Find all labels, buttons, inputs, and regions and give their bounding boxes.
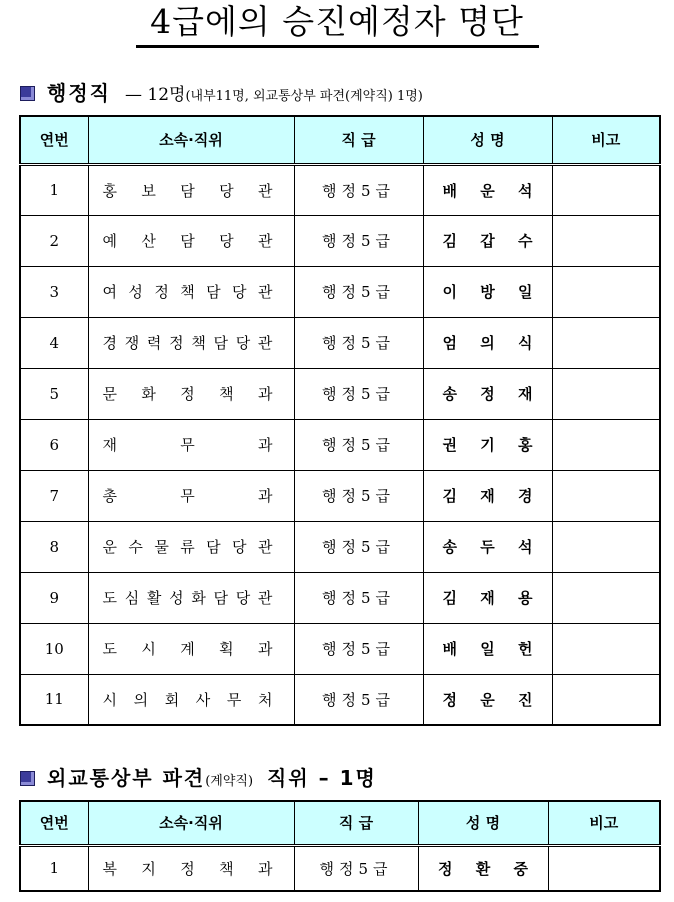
row-name: 정 환 중 xyxy=(418,845,548,891)
row-grade: 행정5급 xyxy=(294,215,423,266)
col-header-name: 성 명 xyxy=(418,801,548,845)
row-number: 1 xyxy=(20,845,88,891)
admin-roster-table xyxy=(19,115,661,726)
col-header-note: 비고 xyxy=(552,116,660,164)
row-dept: 운 수 물 류 담 당 관 xyxy=(88,521,294,572)
table-row xyxy=(20,317,660,368)
row-dept: 홍 보 담 당 관 xyxy=(88,164,294,215)
row-number: 4 xyxy=(20,317,88,368)
row-note xyxy=(552,317,660,368)
col-header-dept: 소속·직위 xyxy=(88,801,294,845)
row-grade: 행정5급 xyxy=(294,266,423,317)
row-name: 엄 의 식 xyxy=(423,317,552,368)
table-row xyxy=(20,674,660,725)
table-row xyxy=(20,572,660,623)
row-name: 김 갑 수 xyxy=(423,215,552,266)
row-note xyxy=(552,470,660,521)
col-header-note: 비고 xyxy=(548,801,660,845)
row-note xyxy=(552,674,660,725)
row-name: 김 재 용 xyxy=(423,572,552,623)
row-dept: 총 무 과 xyxy=(88,470,294,521)
table-header-row xyxy=(20,801,660,845)
title-underline xyxy=(136,45,539,48)
section-count: — 12명 xyxy=(124,85,186,105)
row-number: 9 xyxy=(20,572,88,623)
row-dept: 문 화 정 책 과 xyxy=(88,368,294,419)
col-header-name: 성 명 xyxy=(423,116,552,164)
row-dept: 여 성 정 책 담 당 관 xyxy=(88,266,294,317)
row-name: 배 일 헌 xyxy=(423,623,552,674)
row-number: 7 xyxy=(20,470,88,521)
row-number: 11 xyxy=(20,674,88,725)
row-name: 송 정 재 xyxy=(423,368,552,419)
row-name: 정 운 진 xyxy=(423,674,552,725)
row-number: 2 xyxy=(20,215,88,266)
table-row xyxy=(20,266,660,317)
table-header-row xyxy=(20,116,660,164)
section-title: 행정직 xyxy=(47,81,111,105)
row-note xyxy=(548,845,660,891)
row-dept: 예 산 담 당 관 xyxy=(88,215,294,266)
table-row xyxy=(20,623,660,674)
col-header-dept: 소속·직위 xyxy=(88,116,294,164)
square-bullet-icon xyxy=(20,771,35,786)
row-note xyxy=(552,266,660,317)
row-grade: 행정5급 xyxy=(294,572,423,623)
row-note xyxy=(552,164,660,215)
table-row xyxy=(20,470,660,521)
row-dept: 도 시 계 획 과 xyxy=(88,623,294,674)
table-row xyxy=(20,164,660,215)
row-note xyxy=(552,419,660,470)
document-title: 4급에의 승진예정자 명단 xyxy=(150,2,524,41)
section-note: (내부11명, 외교통상부 파견(계약직) 1명) xyxy=(185,89,423,104)
row-note xyxy=(552,521,660,572)
section-heading-dispatch xyxy=(20,765,377,791)
row-name: 배 운 석 xyxy=(423,164,552,215)
col-header-no: 연번 xyxy=(20,801,88,845)
row-grade: 행정5급 xyxy=(294,470,423,521)
row-dept: 도 심 활 성 화 담 당 관 xyxy=(88,572,294,623)
table-row xyxy=(20,521,660,572)
row-grade: 행정5급 xyxy=(294,164,423,215)
row-note xyxy=(552,572,660,623)
row-grade: 행정5급 xyxy=(294,845,418,891)
row-note xyxy=(552,368,660,419)
table-row xyxy=(20,215,660,266)
row-number: 6 xyxy=(20,419,88,470)
table-row xyxy=(20,419,660,470)
row-note xyxy=(552,215,660,266)
row-dept: 경 쟁 력 정 책 담 당 관 xyxy=(88,317,294,368)
row-dept: 재 무 과 xyxy=(88,419,294,470)
row-grade: 행정5급 xyxy=(294,521,423,572)
row-grade: 행정5급 xyxy=(294,317,423,368)
row-note xyxy=(552,623,660,674)
row-grade: 행정5급 xyxy=(294,368,423,419)
row-number: 10 xyxy=(20,623,88,674)
row-name: 권 기 홍 xyxy=(423,419,552,470)
dispatch-roster-table xyxy=(19,800,661,892)
row-grade: 행정5급 xyxy=(294,419,423,470)
row-name: 송 두 석 xyxy=(423,521,552,572)
section-heading-admin xyxy=(20,80,423,106)
row-grade: 행정5급 xyxy=(294,674,423,725)
row-number: 8 xyxy=(20,521,88,572)
col-header-grade: 직 급 xyxy=(294,801,418,845)
row-dept: 복 지 정 책 과 xyxy=(88,845,294,891)
col-header-no: 연번 xyxy=(20,116,88,164)
row-name: 이 방 일 xyxy=(423,266,552,317)
row-grade: 행정5급 xyxy=(294,623,423,674)
section-count: 직위 – 1명 xyxy=(267,766,377,790)
row-number: 5 xyxy=(20,368,88,419)
row-number: 3 xyxy=(20,266,88,317)
section-title: 외교통상부 파견 xyxy=(47,766,206,790)
col-header-grade: 직 급 xyxy=(294,116,423,164)
row-name: 김 재 경 xyxy=(423,470,552,521)
table-row xyxy=(20,368,660,419)
row-dept: 시 의 회 사 무 처 xyxy=(88,674,294,725)
square-bullet-icon xyxy=(20,86,35,101)
row-number: 1 xyxy=(20,164,88,215)
table-row xyxy=(20,845,660,891)
section-note: (계약직) xyxy=(205,774,254,789)
